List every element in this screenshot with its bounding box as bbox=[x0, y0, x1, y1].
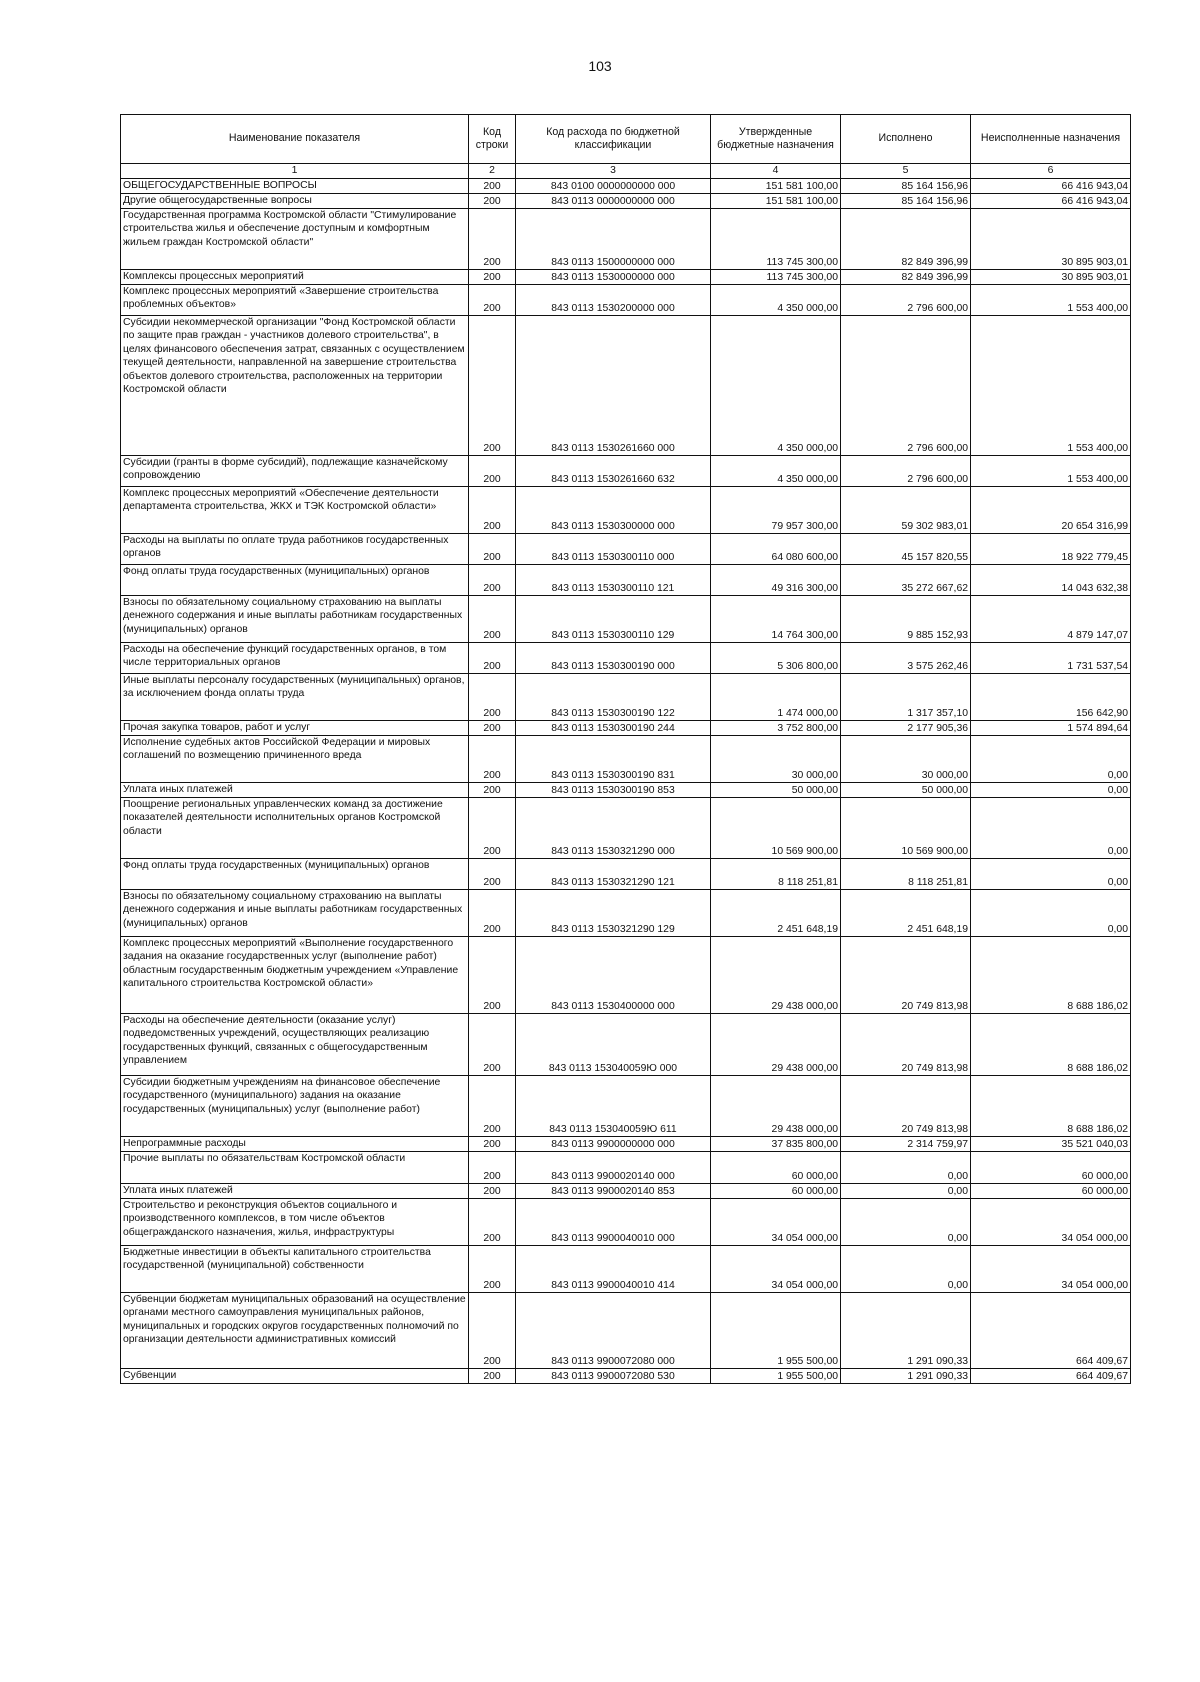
page-number: 103 bbox=[588, 58, 612, 74]
row-line-code-cell: 200 bbox=[469, 487, 516, 534]
row-executed-cell: 82 849 396,99 bbox=[841, 270, 971, 285]
row-unexecuted-cell: 60 000,00 bbox=[971, 1184, 1131, 1199]
table-row bbox=[121, 783, 1131, 798]
row-line-code-cell: 200 bbox=[469, 209, 516, 270]
row-executed-cell: 85 164 156,96 bbox=[841, 194, 971, 209]
row-line-code-cell: 200 bbox=[469, 194, 516, 209]
row-executed-cell: 0,00 bbox=[841, 1246, 971, 1293]
row-name-cell: Субсидии некоммерческой организации "Фонд Костромской области по защите прав граждан - участников долевого строительства", в целях финансового обеспечения затрат, связанных с осуществлением текущей деятельности, направленной на завершение строительства объектов долевого строительства, расположенных на территории Костромской области bbox=[121, 316, 469, 456]
row-name-cell: Государственная программа Костромской области "Стимулирование строительства жилья и обеспечение доступным и комфортным жильем граждан Костромской области" bbox=[121, 209, 469, 270]
row-approved-cell: 34 054 000,00 bbox=[711, 1246, 841, 1293]
row-unexecuted-cell: 30 895 903,01 bbox=[971, 270, 1131, 285]
row-name-cell: Комплекс процессных мероприятий «Завершение строительства проблемных объектов» bbox=[121, 285, 469, 316]
row-line-code-cell: 200 bbox=[469, 643, 516, 674]
row-unexecuted-cell: 30 895 903,01 bbox=[971, 209, 1131, 270]
row-expense-code-cell: 843 0113 1530300110 129 bbox=[516, 596, 711, 643]
header-approved: Утвержденные бюджетные назначения bbox=[711, 115, 841, 164]
row-name-cell: Взносы по обязательному социальному страхованию на выплаты денежного содержания и иные выплаты работникам государственных (муниципальных) органов bbox=[121, 890, 469, 937]
budget-execution-table bbox=[120, 114, 1131, 1384]
table-row bbox=[121, 1293, 1131, 1369]
row-unexecuted-cell: 8 688 186,02 bbox=[971, 1014, 1131, 1076]
row-approved-cell: 1 474 000,00 bbox=[711, 674, 841, 721]
row-expense-code-cell: 843 0113 1530321290 121 bbox=[516, 859, 711, 890]
row-name-cell: Уплата иных платежей bbox=[121, 1184, 469, 1199]
row-executed-cell: 8 118 251,81 bbox=[841, 859, 971, 890]
row-unexecuted-cell: 8 688 186,02 bbox=[971, 937, 1131, 1014]
row-approved-cell: 50 000,00 bbox=[711, 783, 841, 798]
row-unexecuted-cell: 35 521 040,03 bbox=[971, 1137, 1131, 1152]
row-approved-cell: 10 569 900,00 bbox=[711, 798, 841, 859]
row-executed-cell: 0,00 bbox=[841, 1199, 971, 1246]
row-approved-cell: 14 764 300,00 bbox=[711, 596, 841, 643]
row-line-code-cell: 200 bbox=[469, 721, 516, 736]
row-name-cell: Комплекс процессных мероприятий «Обеспечение деятельности департамента строительства, ЖКХ и ТЭК Костромской области» bbox=[121, 487, 469, 534]
table-row bbox=[121, 890, 1131, 937]
row-unexecuted-cell: 1 731 537,54 bbox=[971, 643, 1131, 674]
row-unexecuted-cell: 156 642,90 bbox=[971, 674, 1131, 721]
row-executed-cell: 2 314 759,97 bbox=[841, 1137, 971, 1152]
row-expense-code-cell: 843 0113 9900000000 000 bbox=[516, 1137, 711, 1152]
row-expense-code-cell: 843 0113 1530200000 000 bbox=[516, 285, 711, 316]
table-row bbox=[121, 736, 1131, 783]
table-row bbox=[121, 1199, 1131, 1246]
row-name-cell: Прочие выплаты по обязательствам Костромской области bbox=[121, 1152, 469, 1184]
row-approved-cell: 151 581 100,00 bbox=[711, 179, 841, 194]
row-executed-cell: 20 749 813,98 bbox=[841, 1014, 971, 1076]
row-line-code-cell: 200 bbox=[469, 1152, 516, 1184]
table-row bbox=[121, 859, 1131, 890]
row-unexecuted-cell: 0,00 bbox=[971, 798, 1131, 859]
row-approved-cell: 4 350 000,00 bbox=[711, 316, 841, 456]
row-expense-code-cell: 843 0113 9900040010 000 bbox=[516, 1199, 711, 1246]
row-line-code-cell: 200 bbox=[469, 736, 516, 783]
row-expense-code-cell: 843 0113 1530321290 129 bbox=[516, 890, 711, 937]
row-name-cell: Субсидии бюджетным учреждениям на финансовое обеспечение государственного (муниципального) задания на оказание государственных (муниципальных) услуг (выполнение работ) bbox=[121, 1076, 469, 1137]
row-approved-cell: 4 350 000,00 bbox=[711, 456, 841, 487]
row-approved-cell: 37 835 800,00 bbox=[711, 1137, 841, 1152]
row-executed-cell: 30 000,00 bbox=[841, 736, 971, 783]
row-line-code-cell: 200 bbox=[469, 1199, 516, 1246]
row-unexecuted-cell: 0,00 bbox=[971, 859, 1131, 890]
row-name-cell: Расходы на обеспечение деятельности (оказание услуг) подведомственных учреждений, осуществляющих реализацию государственных функций, связанных с общегосударственным управлением bbox=[121, 1014, 469, 1076]
row-line-code-cell: 200 bbox=[469, 565, 516, 596]
table-row bbox=[121, 1152, 1131, 1184]
row-executed-cell: 82 849 396,99 bbox=[841, 209, 971, 270]
row-approved-cell: 1 955 500,00 bbox=[711, 1369, 841, 1384]
row-name-cell: Уплата иных платежей bbox=[121, 783, 469, 798]
row-name-cell: Фонд оплаты труда государственных (муниципальных) органов bbox=[121, 859, 469, 890]
row-name-cell: Бюджетные инвестиции в объекты капитального строительства государственной (муниципальной) собственности bbox=[121, 1246, 469, 1293]
row-unexecuted-cell: 4 879 147,07 bbox=[971, 596, 1131, 643]
row-approved-cell: 29 438 000,00 bbox=[711, 937, 841, 1014]
row-executed-cell: 0,00 bbox=[841, 1152, 971, 1184]
row-line-code-cell: 200 bbox=[469, 1293, 516, 1369]
row-unexecuted-cell: 66 416 943,04 bbox=[971, 179, 1131, 194]
table-row bbox=[121, 1369, 1131, 1384]
row-executed-cell: 0,00 bbox=[841, 1184, 971, 1199]
row-approved-cell: 29 438 000,00 bbox=[711, 1076, 841, 1137]
row-name-cell: Субвенции bbox=[121, 1369, 469, 1384]
table-row bbox=[121, 456, 1131, 487]
row-unexecuted-cell: 60 000,00 bbox=[971, 1152, 1131, 1184]
row-approved-cell: 30 000,00 bbox=[711, 736, 841, 783]
table-row bbox=[121, 643, 1131, 674]
row-executed-cell: 2 796 600,00 bbox=[841, 316, 971, 456]
row-executed-cell: 9 885 152,93 bbox=[841, 596, 971, 643]
row-unexecuted-cell: 1 553 400,00 bbox=[971, 316, 1131, 456]
row-name-cell: Комплексы процессных мероприятий bbox=[121, 270, 469, 285]
table-row bbox=[121, 209, 1131, 270]
row-approved-cell: 3 752 800,00 bbox=[711, 721, 841, 736]
column-number-row bbox=[121, 164, 1131, 179]
row-name-cell: Взносы по обязательному социальному страхованию на выплаты денежного содержания и иные выплаты работникам государственных (муниципальных) органов bbox=[121, 596, 469, 643]
row-expense-code-cell: 843 0113 153040059Ю 611 bbox=[516, 1076, 711, 1137]
row-unexecuted-cell: 20 654 316,99 bbox=[971, 487, 1131, 534]
row-executed-cell: 50 000,00 bbox=[841, 783, 971, 798]
row-unexecuted-cell: 1 553 400,00 bbox=[971, 285, 1131, 316]
row-expense-code-cell: 843 0100 0000000000 000 bbox=[516, 179, 711, 194]
row-line-code-cell: 200 bbox=[469, 674, 516, 721]
table-row bbox=[121, 721, 1131, 736]
row-approved-cell: 113 745 300,00 bbox=[711, 209, 841, 270]
column-number: 1 bbox=[121, 164, 469, 179]
row-unexecuted-cell: 0,00 bbox=[971, 890, 1131, 937]
table-row bbox=[121, 487, 1131, 534]
column-number: 4 bbox=[711, 164, 841, 179]
row-approved-cell: 79 957 300,00 bbox=[711, 487, 841, 534]
table-row bbox=[121, 1014, 1131, 1076]
row-name-cell: Строительство и реконструкция объектов социального и производственного комплексов, в том числе объектов общегражданского назначения, жилья, инфраструктуры bbox=[121, 1199, 469, 1246]
table-row bbox=[121, 1246, 1131, 1293]
table-header-row bbox=[121, 115, 1131, 164]
row-unexecuted-cell: 664 409,67 bbox=[971, 1293, 1131, 1369]
table-row bbox=[121, 316, 1131, 456]
row-executed-cell: 1 317 357,10 bbox=[841, 674, 971, 721]
row-approved-cell: 5 306 800,00 bbox=[711, 643, 841, 674]
header-executed: Исполнено bbox=[841, 115, 971, 164]
column-number: 6 bbox=[971, 164, 1131, 179]
row-expense-code-cell: 843 0113 9900020140 000 bbox=[516, 1152, 711, 1184]
row-approved-cell: 113 745 300,00 bbox=[711, 270, 841, 285]
row-approved-cell: 151 581 100,00 bbox=[711, 194, 841, 209]
row-line-code-cell: 200 bbox=[469, 596, 516, 643]
row-expense-code-cell: 843 0113 9900020140 853 bbox=[516, 1184, 711, 1199]
row-name-cell: Субвенции бюджетам муниципальных образований на осуществление органами местного самоуправления муниципальных районов, муниципальных и городских округов государственных полномочий по организации деятельности административных комиссий bbox=[121, 1293, 469, 1369]
row-approved-cell: 1 955 500,00 bbox=[711, 1293, 841, 1369]
row-line-code-cell: 200 bbox=[469, 1076, 516, 1137]
row-expense-code-cell: 843 0113 1530000000 000 bbox=[516, 270, 711, 285]
row-name-cell: Субсидии (гранты в форме субсидий), подлежащие казначейскому сопровождению bbox=[121, 456, 469, 487]
table-row bbox=[121, 270, 1131, 285]
table-row bbox=[121, 179, 1131, 194]
row-expense-code-cell: 843 0113 1530300190 831 bbox=[516, 736, 711, 783]
row-executed-cell: 85 164 156,96 bbox=[841, 179, 971, 194]
row-line-code-cell: 200 bbox=[469, 316, 516, 456]
row-expense-code-cell: 843 0113 1530300000 000 bbox=[516, 487, 711, 534]
row-executed-cell: 1 291 090,33 bbox=[841, 1293, 971, 1369]
row-line-code-cell: 200 bbox=[469, 456, 516, 487]
row-expense-code-cell: 843 0113 1530300190 122 bbox=[516, 674, 711, 721]
row-unexecuted-cell: 0,00 bbox=[971, 736, 1131, 783]
row-approved-cell: 34 054 000,00 bbox=[711, 1199, 841, 1246]
row-name-cell: Другие общегосударственные вопросы bbox=[121, 194, 469, 209]
row-executed-cell: 2 177 905,36 bbox=[841, 721, 971, 736]
row-name-cell: Поощрение региональных управленческих команд за достижение показателей деятельности исполнительных органов Костромской области bbox=[121, 798, 469, 859]
row-approved-cell: 4 350 000,00 bbox=[711, 285, 841, 316]
row-line-code-cell: 200 bbox=[469, 1137, 516, 1152]
row-line-code-cell: 200 bbox=[469, 270, 516, 285]
row-name-cell: Прочая закупка товаров, работ и услуг bbox=[121, 721, 469, 736]
row-approved-cell: 8 118 251,81 bbox=[711, 859, 841, 890]
row-unexecuted-cell: 34 054 000,00 bbox=[971, 1199, 1131, 1246]
row-line-code-cell: 200 bbox=[469, 937, 516, 1014]
row-expense-code-cell: 843 0113 153040059Ю 000 bbox=[516, 1014, 711, 1076]
table-row bbox=[121, 285, 1131, 316]
row-line-code-cell: 200 bbox=[469, 798, 516, 859]
row-expense-code-cell: 843 0113 1530300190 244 bbox=[516, 721, 711, 736]
row-expense-code-cell: 843 0113 1530261660 632 bbox=[516, 456, 711, 487]
column-number: 2 bbox=[469, 164, 516, 179]
row-executed-cell: 10 569 900,00 bbox=[841, 798, 971, 859]
row-approved-cell: 29 438 000,00 bbox=[711, 1014, 841, 1076]
row-expense-code-cell: 843 0113 1530321290 000 bbox=[516, 798, 711, 859]
table-row bbox=[121, 937, 1131, 1014]
header-indicator-name: Наименование показателя bbox=[121, 115, 469, 164]
table-row bbox=[121, 565, 1131, 596]
table-row bbox=[121, 534, 1131, 565]
header-expense-code: Код расхода по бюджетной классификации bbox=[516, 115, 711, 164]
row-unexecuted-cell: 1 574 894,64 bbox=[971, 721, 1131, 736]
row-name-cell: Иные выплаты персоналу государственных (муниципальных) органов, за исключением фонда оплаты труда bbox=[121, 674, 469, 721]
row-line-code-cell: 200 bbox=[469, 1184, 516, 1199]
row-expense-code-cell: 843 0113 1500000000 000 bbox=[516, 209, 711, 270]
table-row bbox=[121, 674, 1131, 721]
row-expense-code-cell: 843 0113 9900072080 000 bbox=[516, 1293, 711, 1369]
row-unexecuted-cell: 66 416 943,04 bbox=[971, 194, 1131, 209]
row-name-cell: Расходы на обеспечение функций государственных органов, в том числе территориальных органов bbox=[121, 643, 469, 674]
row-line-code-cell: 200 bbox=[469, 1246, 516, 1293]
row-expense-code-cell: 843 0113 9900040010 414 bbox=[516, 1246, 711, 1293]
row-unexecuted-cell: 1 553 400,00 bbox=[971, 456, 1131, 487]
table-row bbox=[121, 1184, 1131, 1199]
table-row bbox=[121, 596, 1131, 643]
row-name-cell: Фонд оплаты труда государственных (муниципальных) органов bbox=[121, 565, 469, 596]
column-number: 5 bbox=[841, 164, 971, 179]
row-executed-cell: 45 157 820,55 bbox=[841, 534, 971, 565]
row-name-cell: Непрограммные расходы bbox=[121, 1137, 469, 1152]
row-line-code-cell: 200 bbox=[469, 890, 516, 937]
row-approved-cell: 49 316 300,00 bbox=[711, 565, 841, 596]
row-expense-code-cell: 843 0113 9900072080 530 bbox=[516, 1369, 711, 1384]
row-expense-code-cell: 843 0113 1530300190 853 bbox=[516, 783, 711, 798]
row-executed-cell: 20 749 813,98 bbox=[841, 937, 971, 1014]
row-executed-cell: 3 575 262,46 bbox=[841, 643, 971, 674]
row-unexecuted-cell: 18 922 779,45 bbox=[971, 534, 1131, 565]
row-line-code-cell: 200 bbox=[469, 285, 516, 316]
row-name-cell: Исполнение судебных актов Российской Федерации и мировых соглашений по возмещению причиненного вреда bbox=[121, 736, 469, 783]
row-expense-code-cell: 843 0113 1530300110 000 bbox=[516, 534, 711, 565]
row-unexecuted-cell: 664 409,67 bbox=[971, 1369, 1131, 1384]
row-expense-code-cell: 843 0113 1530400000 000 bbox=[516, 937, 711, 1014]
row-executed-cell: 1 291 090,33 bbox=[841, 1369, 971, 1384]
row-name-cell: ОБЩЕГОСУДАРСТВЕННЫЕ ВОПРОСЫ bbox=[121, 179, 469, 194]
row-expense-code-cell: 843 0113 1530261660 000 bbox=[516, 316, 711, 456]
row-approved-cell: 60 000,00 bbox=[711, 1152, 841, 1184]
row-line-code-cell: 200 bbox=[469, 1014, 516, 1076]
row-name-cell: Комплекс процессных мероприятий «Выполнение государственного задания на оказание государственных услуг (выполнение работ) областным государственным бюджетным учреждением «Управление капитального строительства Костромской области» bbox=[121, 937, 469, 1014]
table-row bbox=[121, 194, 1131, 209]
row-unexecuted-cell: 8 688 186,02 bbox=[971, 1076, 1131, 1137]
row-line-code-cell: 200 bbox=[469, 783, 516, 798]
row-unexecuted-cell: 0,00 bbox=[971, 783, 1131, 798]
row-executed-cell: 2 796 600,00 bbox=[841, 456, 971, 487]
row-unexecuted-cell: 34 054 000,00 bbox=[971, 1246, 1131, 1293]
row-executed-cell: 20 749 813,98 bbox=[841, 1076, 971, 1137]
header-unexecuted: Неисполненные назначения bbox=[971, 115, 1131, 164]
row-executed-cell: 59 302 983,01 bbox=[841, 487, 971, 534]
table-row bbox=[121, 1137, 1131, 1152]
table-body bbox=[121, 179, 1131, 1384]
table-row bbox=[121, 798, 1131, 859]
row-name-cell: Расходы на выплаты по оплате труда работников государственных органов bbox=[121, 534, 469, 565]
header-line-code: Код строки bbox=[469, 115, 516, 164]
row-executed-cell: 2 451 648,19 bbox=[841, 890, 971, 937]
row-approved-cell: 60 000,00 bbox=[711, 1184, 841, 1199]
row-executed-cell: 2 796 600,00 bbox=[841, 285, 971, 316]
row-expense-code-cell: 843 0113 0000000000 000 bbox=[516, 194, 711, 209]
row-expense-code-cell: 843 0113 1530300110 121 bbox=[516, 565, 711, 596]
table-row bbox=[121, 1076, 1131, 1137]
row-line-code-cell: 200 bbox=[469, 179, 516, 194]
row-executed-cell: 35 272 667,62 bbox=[841, 565, 971, 596]
row-approved-cell: 2 451 648,19 bbox=[711, 890, 841, 937]
column-number: 3 bbox=[516, 164, 711, 179]
row-expense-code-cell: 843 0113 1530300190 000 bbox=[516, 643, 711, 674]
row-approved-cell: 64 080 600,00 bbox=[711, 534, 841, 565]
row-unexecuted-cell: 14 043 632,38 bbox=[971, 565, 1131, 596]
row-line-code-cell: 200 bbox=[469, 534, 516, 565]
row-line-code-cell: 200 bbox=[469, 859, 516, 890]
row-line-code-cell: 200 bbox=[469, 1369, 516, 1384]
